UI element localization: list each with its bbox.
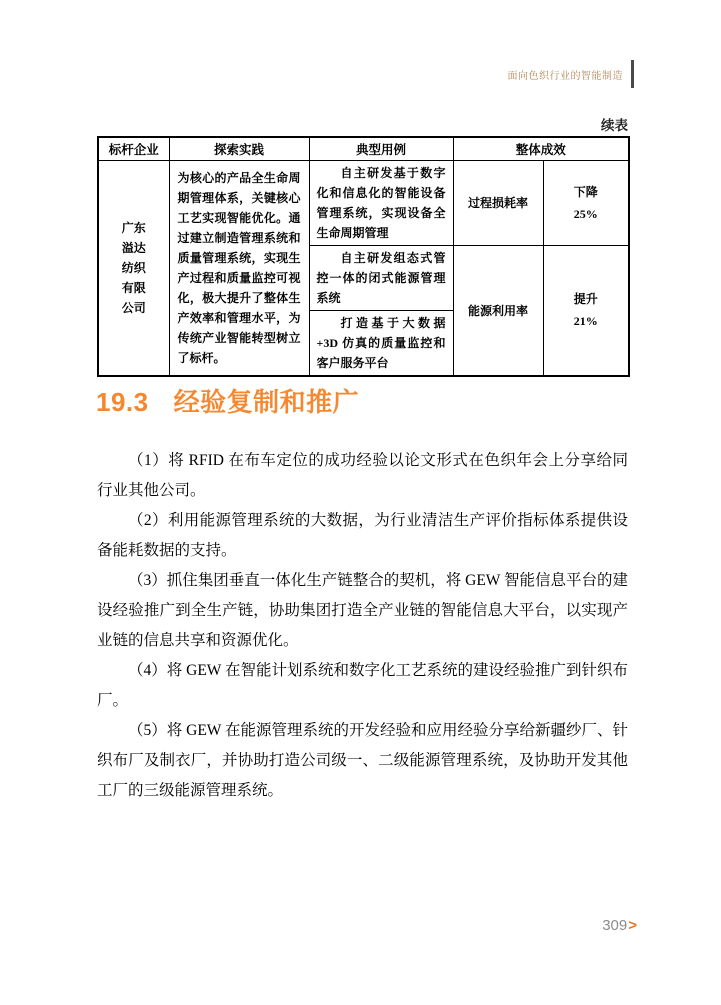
company-name-line: 有限 xyxy=(121,280,146,295)
outcome-direction: 下降 xyxy=(573,184,598,199)
outcome-value-2 xyxy=(543,245,629,376)
running-header-title: 面向色织行业的智能制造 xyxy=(507,70,623,82)
company-name-line: 纺织 xyxy=(121,260,146,275)
company-name-line: 广东 xyxy=(121,220,146,235)
paragraph-1: （1）将 RFID 在布车定位的成功经验以论文形式在色织年会上分享给同行业其他公司。 xyxy=(97,452,628,499)
outcome-direction: 提升 xyxy=(573,292,598,306)
benchmark-table xyxy=(97,136,630,377)
paragraph-4: （4）将 GEW 在智能计划系统和数字化工艺系统的建设经验推广到针织布厂。 xyxy=(97,662,629,709)
running-header xyxy=(508,60,635,88)
company-cell xyxy=(98,160,169,376)
use-case-cell-2: 自主研发组态式管控一体的闭式能源管理系统 xyxy=(309,245,453,310)
section-title: 经验复制和推广 xyxy=(173,387,360,417)
paragraph-5: （5）将 GEW 在能源管理系统的开发经验和应用经验分享给新疆纱厂、针织布厂及制衣厂，并协助打造公司级一、二级能源管理系统，及协助开发其他工厂的三级能源管理系统。 xyxy=(97,722,629,799)
use-case-cell-3: 打造基于大数据+3D 仿真的质量监控和客户服务平台 xyxy=(309,310,453,376)
outcome-metric-1: 过程损耗率 xyxy=(453,160,543,245)
section-number: 19.3 xyxy=(96,387,149,417)
outcome-value-1 xyxy=(543,160,629,245)
use-case-cell-1: 自主研发基于数字化和信息化的智能设备管理系统，实现设备全生命周期管理 xyxy=(309,160,453,245)
paragraph-3: （3）抓住集团垂直一体化生产链整合的契机，将 GEW 智能信息平台的建设经验推广到全生产链，协助集团打造全产业链的智能信息大平台，以实现产业链的信息共享和资源优化。 xyxy=(97,572,629,649)
column-header-company: 标杆企业 xyxy=(98,137,169,160)
outcome-metric-2: 能源利用率 xyxy=(453,245,543,376)
outcome-percent: 25% xyxy=(573,206,598,221)
table-row xyxy=(98,160,629,245)
page-number: 309 xyxy=(602,917,628,934)
page-footer xyxy=(97,917,637,934)
column-header-outcome: 整体成效 xyxy=(453,137,629,160)
company-name-line: 溢达 xyxy=(121,240,146,255)
page-marker-icon: > xyxy=(628,917,637,934)
continued-table-label: 续表 xyxy=(601,118,628,133)
outcome-percent: 21% xyxy=(573,314,598,328)
table-header-row xyxy=(98,137,629,160)
column-header-use-case: 典型用例 xyxy=(309,137,453,160)
body-text xyxy=(97,446,628,806)
running-header-bar xyxy=(631,60,634,88)
column-header-practice: 探索实践 xyxy=(169,137,309,160)
section-heading xyxy=(96,382,359,419)
paragraph-2: （2）利用能源管理系统的大数据，为行业清洁生产评价指标体系提供设备能耗数据的支持。 xyxy=(97,512,628,559)
company-name-line: 公司 xyxy=(121,300,146,315)
practice-cell: 为核心的产品全生命周期管理体系，关键核心工艺实现智能优化。通过建立制造管理系统和质量管理系统，实现生产过程和质量监控可视化，极大提升了整体生产效率和管理水平，为传统产业智能转型树立了标杆。 xyxy=(169,160,309,376)
